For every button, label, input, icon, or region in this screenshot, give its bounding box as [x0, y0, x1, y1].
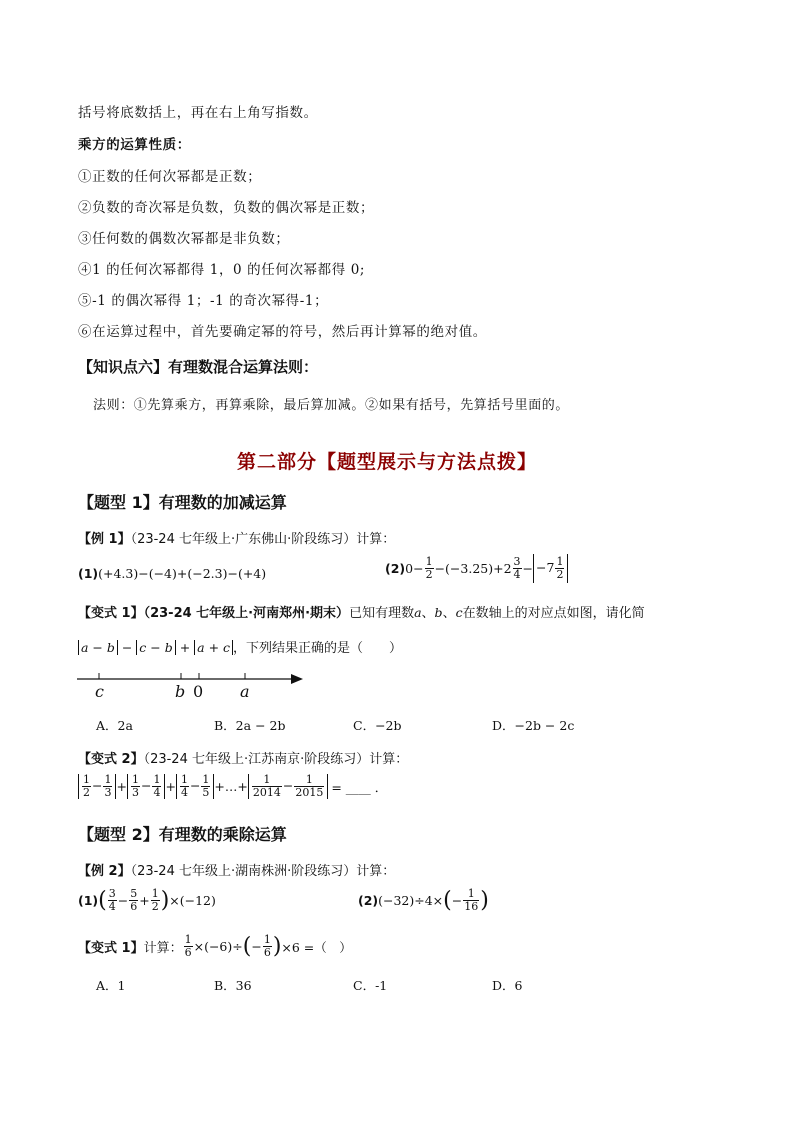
- type2-variant1: 【变式 1】 计算： $\frac{1}{6}$ ×(−6)÷ ( − $\frac{1}{6}$ ) ×6 =（ ）: [78, 933, 352, 959]
- t2-option-a[interactable]: A．1: [96, 978, 126, 993]
- property-4: ④1 的任何次幂都得 1，0 的任何次幂都得 0;: [78, 262, 366, 278]
- variant1-text4: 在数轴上的对应点如图，请化简: [462, 606, 645, 621]
- example2-source: （23-24 七年级上·湖南株洲·阶段练习）计算：: [130, 864, 396, 879]
- example2-header: [78, 860, 395, 879]
- type2-variant1-mid: ×(−6)÷: [193, 939, 243, 954]
- variant2-dots: +…+: [214, 779, 248, 794]
- variant1-expr: a − b − c − b + a + c ，下列结果正确的是（ ）: [78, 637, 402, 656]
- example2-label: 【例 2】: [78, 864, 131, 879]
- type2-variant1-text: 计算：: [143, 941, 183, 956]
- ex2-q1-prefix: (1): [78, 893, 99, 908]
- ex2-q1-tail: ×(−12): [169, 893, 216, 908]
- variant1-text3: 、: [442, 606, 456, 621]
- variant1-text1: 已知有理数: [349, 606, 415, 621]
- q2-prefix: (2): [385, 561, 406, 576]
- type1-title: 【题型 1】有理数的加减运算: [78, 493, 287, 512]
- part2-title: 第二部分【题型展示与方法点拨】: [237, 451, 538, 473]
- numberline-label-zero: 0: [193, 682, 204, 701]
- intro-line: 括号将底数括上，再在右上角写指数。: [78, 105, 318, 121]
- absolute-value: −7 $\frac{1}{2}$: [533, 554, 568, 583]
- t2-option-d[interactable]: D．6: [492, 978, 523, 993]
- example2-q2: (2) (−32)÷4× ( − $\frac{1}{16}$ ): [358, 887, 489, 913]
- example1-label: 【例 1】: [78, 532, 131, 547]
- property-6: ⑥在运算过程中，首先要确定幂的符号，然后再计算幂的绝对值。: [78, 324, 487, 340]
- numberline-label-a: a: [240, 682, 250, 701]
- type2-variant1-label: 【变式 1】: [78, 941, 144, 956]
- example1-q1: [78, 566, 266, 581]
- knowledge6-title: 【知识点六】有理数混合运算法则：: [78, 358, 319, 376]
- type2-title: 【题型 2】有理数的乘除运算: [78, 825, 287, 844]
- numberline-label-b: b: [175, 682, 186, 701]
- q2-part-d: −7: [536, 560, 555, 575]
- option-a[interactable]: A．2a: [96, 718, 133, 733]
- variant2-tail: = ____ ．: [331, 779, 388, 795]
- property-1: ①正数的任何次幂都是正数；: [78, 169, 262, 185]
- properties-title: 乘方的运算性质：: [78, 137, 191, 153]
- variant2-source: （23-24 七年级上·江苏南京·阶段练习）计算：: [143, 752, 409, 767]
- q2-part-b: −(−3.25)+2: [434, 561, 512, 576]
- variant2-label: 【变式 2】: [78, 752, 144, 767]
- q1-prefix: (1): [78, 566, 99, 581]
- example1-header: [78, 528, 395, 547]
- t2-option-b[interactable]: B．36: [214, 978, 252, 993]
- variant2-header: [78, 748, 408, 767]
- type2-variant1-tail: ×6 =（ ）: [281, 939, 352, 955]
- variant1-header: 【变式 1】（23-24 七年级上·河南郑州·期末）已知有理数a、b、c在数轴上的对应点如图，请化简: [78, 605, 645, 621]
- numberline-label-c: c: [95, 682, 104, 701]
- ex2-q2-prefix: (2): [358, 893, 379, 908]
- ex2-q2-expr: (−32)÷4×: [378, 893, 444, 908]
- option-d[interactable]: D．−2b − 2c: [492, 718, 575, 733]
- example1-q2: [385, 554, 568, 583]
- example2-q1: (1) ( $\frac{3}{4}$ − $\frac{5}{6}$ + $\frac{1}{2}$ ) ×(−12): [78, 887, 216, 913]
- variant1-source: （23-24 七年级上·河南郑州·期末）: [143, 606, 350, 621]
- q2-part-c: −: [522, 561, 534, 576]
- option-b[interactable]: B．2a − 2b: [214, 718, 286, 733]
- q2-part-a: 0−: [405, 561, 424, 576]
- t2-option-c[interactable]: C．-1: [353, 978, 388, 993]
- property-2: ②负数的奇次幂是负数，负数的偶次幂是正数；: [78, 200, 375, 216]
- option-c[interactable]: C．−2b: [353, 718, 402, 733]
- example1-source: （23-24 七年级上·广东佛山·阶段练习）计算：: [130, 532, 396, 547]
- fraction-1-2: $\frac{1}{2}$: [425, 555, 433, 581]
- property-5: ⑤-1 的偶次幂得 1；-1 的奇次幂得-1；: [78, 293, 329, 309]
- knowledge6-rule: 法则：①先算乘方，再算乘除，最后算加减。②如果有括号，先算括号里面的。: [93, 398, 570, 413]
- variant1-label: 【变式 1】: [78, 606, 144, 621]
- variant2-expr: $\frac{1}{2}$ − $\frac{1}{3}$ + $\frac{1}{3}$ − $\frac{1}{4}$ + $\frac{1}{4}$ − $\frac{1}{5}$ +…+ $\frac{1}{2014}$ − $\frac{1}{2015}$ = ____ ．: [78, 774, 387, 799]
- q1-expr: (+4.3)−(−4)+(−2.3)−(+4): [98, 566, 267, 581]
- property-3: ③任何数的偶数次幂都是非负数；: [78, 231, 290, 247]
- variant1-text2: 、: [421, 606, 435, 621]
- fraction-3-4: $\frac{3}{4}$: [513, 555, 521, 581]
- variant1-tail: ，下列结果正确的是（ ）: [233, 641, 403, 656]
